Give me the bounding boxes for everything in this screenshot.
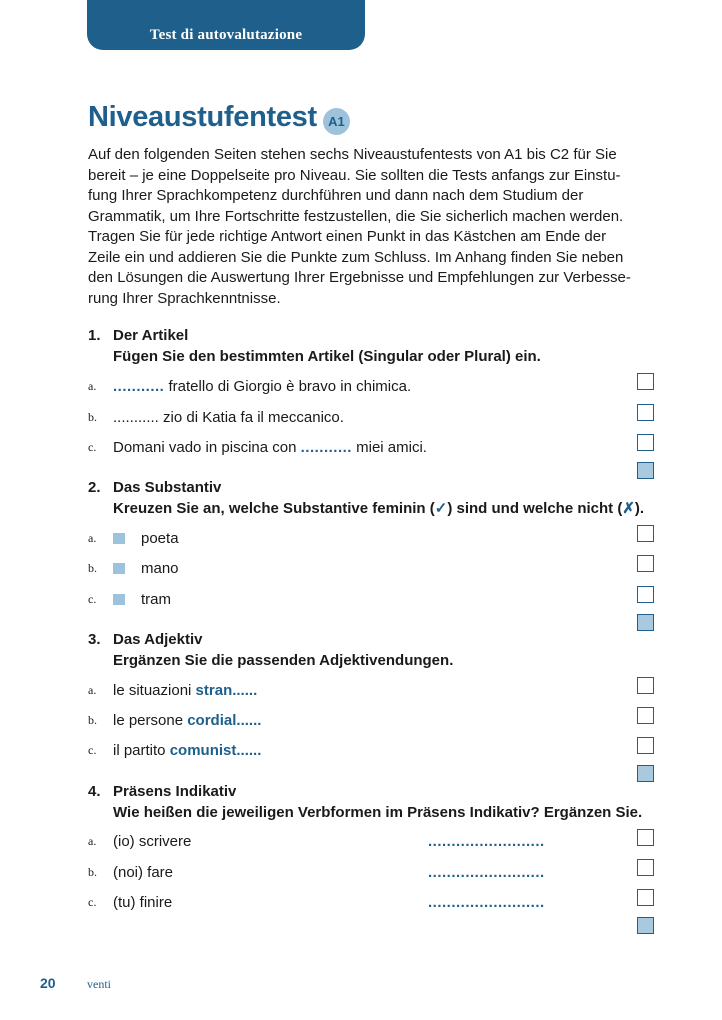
verb-prompt: (io) scrivere: [113, 832, 192, 850]
section-heading: Der Artikel: [113, 327, 189, 344]
section-present-indicative: [88, 781, 668, 823]
section-heading: Das Adjektiv: [113, 631, 203, 648]
section-heading: Präsens Indikativ: [113, 783, 237, 800]
answer-blank[interactable]: ...........: [300, 438, 352, 456]
score-checkbox[interactable]: [637, 859, 654, 876]
exercise-item: [88, 709, 658, 731]
item-text: Domani vado in piscina con: [113, 438, 301, 456]
section-instruction: Fügen Sie den bestimmten Artikel (Singular oder Plural) ein.: [113, 348, 541, 365]
verb-prompt: (noi) fare: [113, 863, 174, 881]
section-tab: [87, 0, 365, 50]
score-checkbox[interactable]: [637, 677, 654, 694]
exercise-item: [88, 436, 658, 458]
item-letter: a.: [88, 682, 97, 697]
section-total-box[interactable]: [637, 917, 654, 934]
item-text: ........... zio di Katia fa il meccanico.: [113, 408, 344, 426]
item-text: fratello di Giorgio è bravo in chimica.: [164, 377, 412, 395]
answer-blank[interactable]: .........................: [428, 832, 545, 850]
level-badge: A1: [323, 108, 350, 135]
intro-line: fung Ihrer Sprachkompetenz durchführen und dann nach dem Studium der: [88, 187, 584, 204]
score-checkbox[interactable]: [637, 586, 654, 603]
section-instruction: Kreuzen Sie an, welche Substantive feminin (✓) sind und welche nicht (✗).: [113, 500, 645, 517]
score-checkbox[interactable]: [637, 525, 654, 542]
answer-blank[interactable]: .........................: [428, 893, 545, 911]
square-bullet-icon: [113, 533, 125, 544]
item-text: il partito: [113, 741, 170, 759]
item-letter: b.: [88, 560, 97, 575]
item-letter: a.: [88, 530, 97, 545]
intro-line: Zeile ein und addieren Sie die Punkte zum Schluss. Im Anhang finden Sie neben: [88, 248, 624, 266]
section-nouns: [88, 477, 668, 519]
section-number: 3.: [88, 631, 101, 648]
item-letter: b.: [88, 864, 97, 879]
intro-line: rung Ihrer Sprachkenntnisse.: [88, 289, 281, 307]
item-letter: c.: [88, 894, 97, 909]
item-letter: b.: [88, 409, 97, 424]
exercise-item: [88, 375, 658, 397]
exercise-item: [88, 557, 658, 579]
verb-prompt: (tu) finire: [113, 893, 173, 911]
title-row: [88, 100, 350, 135]
section-number: 4.: [88, 783, 101, 800]
intro-line: bereit – je eine Doppelseite pro Niveau. Sie sollten die Tests anfangs zur Einstu-: [88, 166, 621, 184]
section-instruction: Ergänzen Sie die passenden Adjektivendungen.: [113, 652, 454, 669]
section-number: 1.: [88, 327, 101, 344]
item-text: miei amici.: [351, 438, 427, 456]
square-bullet-icon: [113, 563, 125, 574]
cross-mark-icon: ✗: [622, 500, 635, 517]
section-articles: [88, 325, 668, 367]
section-total-box[interactable]: [637, 765, 654, 782]
score-checkbox[interactable]: [637, 373, 654, 390]
section-instruction: Wie heißen die jeweiligen Verbformen im Präsens Indikativ? Ergänzen Sie.: [113, 804, 643, 821]
answer-blank[interactable]: ...........: [113, 377, 165, 395]
answer-blank[interactable]: stran......: [195, 681, 258, 699]
item-letter: c.: [88, 591, 97, 606]
exercise-item: [88, 406, 658, 428]
exercise-item: [88, 679, 658, 701]
score-checkbox[interactable]: [637, 434, 654, 451]
answer-blank[interactable]: comunist......: [169, 741, 262, 759]
intro-paragraph: [88, 145, 663, 309]
section-adjectives: [88, 629, 668, 671]
page-number: 20: [40, 975, 56, 991]
section-number: 2.: [88, 479, 101, 496]
item-word: tram: [141, 590, 171, 608]
exercise-item: [88, 739, 658, 761]
score-checkbox[interactable]: [637, 404, 654, 421]
answer-blank[interactable]: .........................: [428, 863, 545, 881]
score-checkbox[interactable]: [637, 707, 654, 724]
score-checkbox[interactable]: [637, 829, 654, 846]
item-text: le persone: [113, 711, 188, 729]
item-letter: a.: [88, 833, 97, 848]
score-checkbox[interactable]: [637, 737, 654, 754]
page-number-word: venti: [87, 977, 111, 991]
item-word: poeta: [141, 529, 179, 547]
intro-line: den Lösungen die Auswertung Ihrer Ergebnisse und Empfehlungen zur Verbesse-: [88, 269, 631, 286]
item-letter: b.: [88, 712, 97, 727]
intro-line: Tragen Sie für jede richtige Antwort einen Punkt in das Kästchen am Ende der: [88, 228, 607, 245]
exercise-item: [88, 891, 658, 913]
intro-line: Grammatik, um Ihre Fortschritte festzustellen, die Sie sicherlich machen werden.: [88, 207, 624, 225]
item-word: mano: [141, 559, 179, 577]
score-checkbox[interactable]: [637, 555, 654, 572]
check-mark-icon: ✓: [434, 500, 448, 517]
item-letter: a.: [88, 378, 97, 393]
score-checkbox[interactable]: [637, 889, 654, 906]
exercise-item: [88, 861, 658, 883]
section-tab-label: Test di autovalutazione: [149, 27, 303, 43]
item-letter: c.: [88, 742, 97, 757]
page-title: Niveaustufentest: [88, 101, 317, 133]
section-heading: Das Substantiv: [113, 479, 222, 496]
exercise-item: [88, 588, 658, 610]
exercise-item: [88, 527, 658, 549]
exercise-item: [88, 830, 658, 852]
item-text: le situazioni: [113, 681, 196, 699]
square-bullet-icon: [113, 594, 125, 605]
item-letter: c.: [88, 439, 97, 454]
intro-line: Auf den folgenden Seiten stehen sechs Niveaustufentests von A1 bis C2 für Sie: [88, 146, 617, 163]
answer-blank[interactable]: cordial......: [187, 711, 262, 729]
